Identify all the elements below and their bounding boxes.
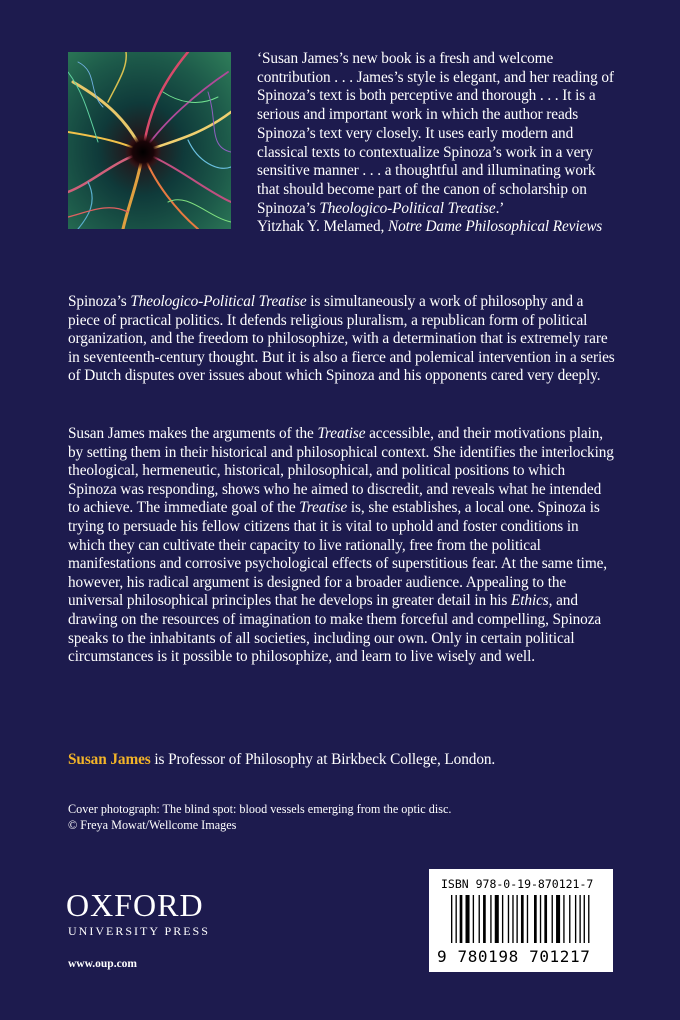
- barcode-bar: [584, 895, 585, 943]
- author-name: Susan James: [68, 751, 151, 768]
- blurb2-italic1: Treatise: [317, 425, 366, 442]
- barcode-bar: [473, 895, 474, 943]
- barcode-bar: [479, 895, 480, 943]
- barcode-bar: [495, 895, 499, 943]
- publisher-logo: [66, 888, 210, 938]
- blurb2-italic3: Ethics: [511, 592, 549, 610]
- barcode-bar: [456, 895, 457, 943]
- barcode-bar: [466, 895, 470, 943]
- description-paragraph-1: [68, 293, 616, 386]
- barcode-bars: [451, 895, 601, 949]
- barcode-bar: [556, 895, 560, 943]
- barcode-bar: [544, 895, 547, 943]
- blurb1-rest: is simultaneously a work of philosophy and a piece of practical politics. It defends religious pluralism, a republican form of political organization, and the freedom to philosophize, with a determination that is extremely rare in seventeenth-century thought. But it is also a fierce and polemical intervention in a series of Dutch disputes over issues about which Spinoza and his opponents cared very deeply.: [68, 293, 615, 385]
- barcode-box: [429, 869, 613, 972]
- credit-line-1: Cover photograph: The blind spot: blood vessels emerging from the optic disc.: [68, 802, 452, 816]
- reviewer-name: Yitzhak Y. Melamed,: [257, 218, 388, 236]
- quote-attribution: [257, 218, 617, 237]
- optic-disc-image: [68, 52, 231, 229]
- barcode-bar: [575, 895, 576, 943]
- barcode-bar: [552, 895, 553, 943]
- publisher-subtitle: UNIVERSITY PRESS: [68, 924, 210, 938]
- barcode-bar: [563, 895, 564, 943]
- description-paragraph-2: [68, 425, 616, 667]
- quote-close: .’: [495, 199, 505, 217]
- review-quote: [257, 50, 617, 237]
- barcode-bar: [508, 895, 509, 943]
- barcode-bar: [451, 895, 452, 943]
- author-bio: [68, 751, 616, 770]
- photo-credit: [68, 801, 616, 833]
- credit-line-2: © Freya Mowat/Wellcome Images: [68, 818, 237, 832]
- quote-body: ‘Susan James’s new book is a fresh and welcome contribution . . . James’s style is elegant, and her reading of Spinoza’s text is both perceptive and thorough . . . It is a serious and important work in which the author reads Spinoza’s text very closely. It uses early modern and classical texts to contextualize Spinoza’s work in a very sensitive manner . . . a thoughtful and illuminating work that should become part of the canon of scholarship on Spinoza’s: [257, 50, 614, 217]
- barcode-bar: [460, 895, 463, 943]
- blurb2-part2: accessible, and their motivations plain, by setting them in their historical and philosophical context. She identifies the interlocking theological, hermeneutic, historical, philosophical, and political positions to which Spinoza was responding, shows who he aimed to discredit, and reveals what he intended to achieve. The immediate goal of the: [68, 425, 614, 517]
- barcode-bar: [540, 895, 541, 943]
- barcode-bar: [569, 895, 570, 943]
- blurb2-part4: , and drawing on the resources of imagination to make them forceful and compelling, Spinoza speaks to the inhabitants of all societies, including our own. Only in certain political circumstances is it possible to philosophize, and learn to live wisely and well.: [68, 592, 602, 666]
- barcode-digits: 9 780198 701217: [437, 947, 591, 966]
- blurb1-lead: Spinoza’s: [68, 293, 131, 310]
- barcode-bar: [527, 895, 528, 943]
- review-source: Notre Dame Philosophical Reviews: [387, 218, 603, 236]
- blurb2-part1: Susan James makes the arguments of the: [68, 425, 318, 442]
- barcode-bar: [516, 895, 517, 943]
- barcode-bar: [483, 895, 486, 943]
- quote-title: Theologico-Political Treatise: [319, 199, 496, 217]
- publisher-name: OXFORD: [66, 887, 204, 923]
- blurb2-italic2: Treatise: [299, 499, 348, 517]
- barcode-bar: [490, 895, 491, 943]
- publisher-url: www.oup.com: [68, 958, 138, 970]
- blurb1-title: Theologico-Political Treatise: [130, 293, 307, 310]
- barcode-bar: [502, 895, 503, 943]
- quote-text: [257, 50, 617, 218]
- barcode-bar: [512, 895, 513, 943]
- barcode-bar: [579, 895, 580, 943]
- blurb2-part3: is, she establishes, a local one. Spinoza is trying to persuade his fellow citizens that it is vital to uphold and foster conditions in which they can cultivate their capacity to live rationally, free from the political manifestations and corrosive psychological effects of superstitious fear. At the same time, however, his radical argument is designed for a broader audience. Appealing to the universal philosophical principles that he develops in greater detail in his: [68, 499, 608, 610]
- barcode-bar: [521, 895, 524, 943]
- isbn-label: ISBN 978-0-19-870121-7: [441, 877, 594, 891]
- barcode-bar: [534, 895, 537, 943]
- barcode-bar: [588, 895, 589, 943]
- cover-photograph: [68, 52, 231, 229]
- author-bio-text: is Professor of Philosophy at Birkbeck College, London.: [150, 751, 496, 768]
